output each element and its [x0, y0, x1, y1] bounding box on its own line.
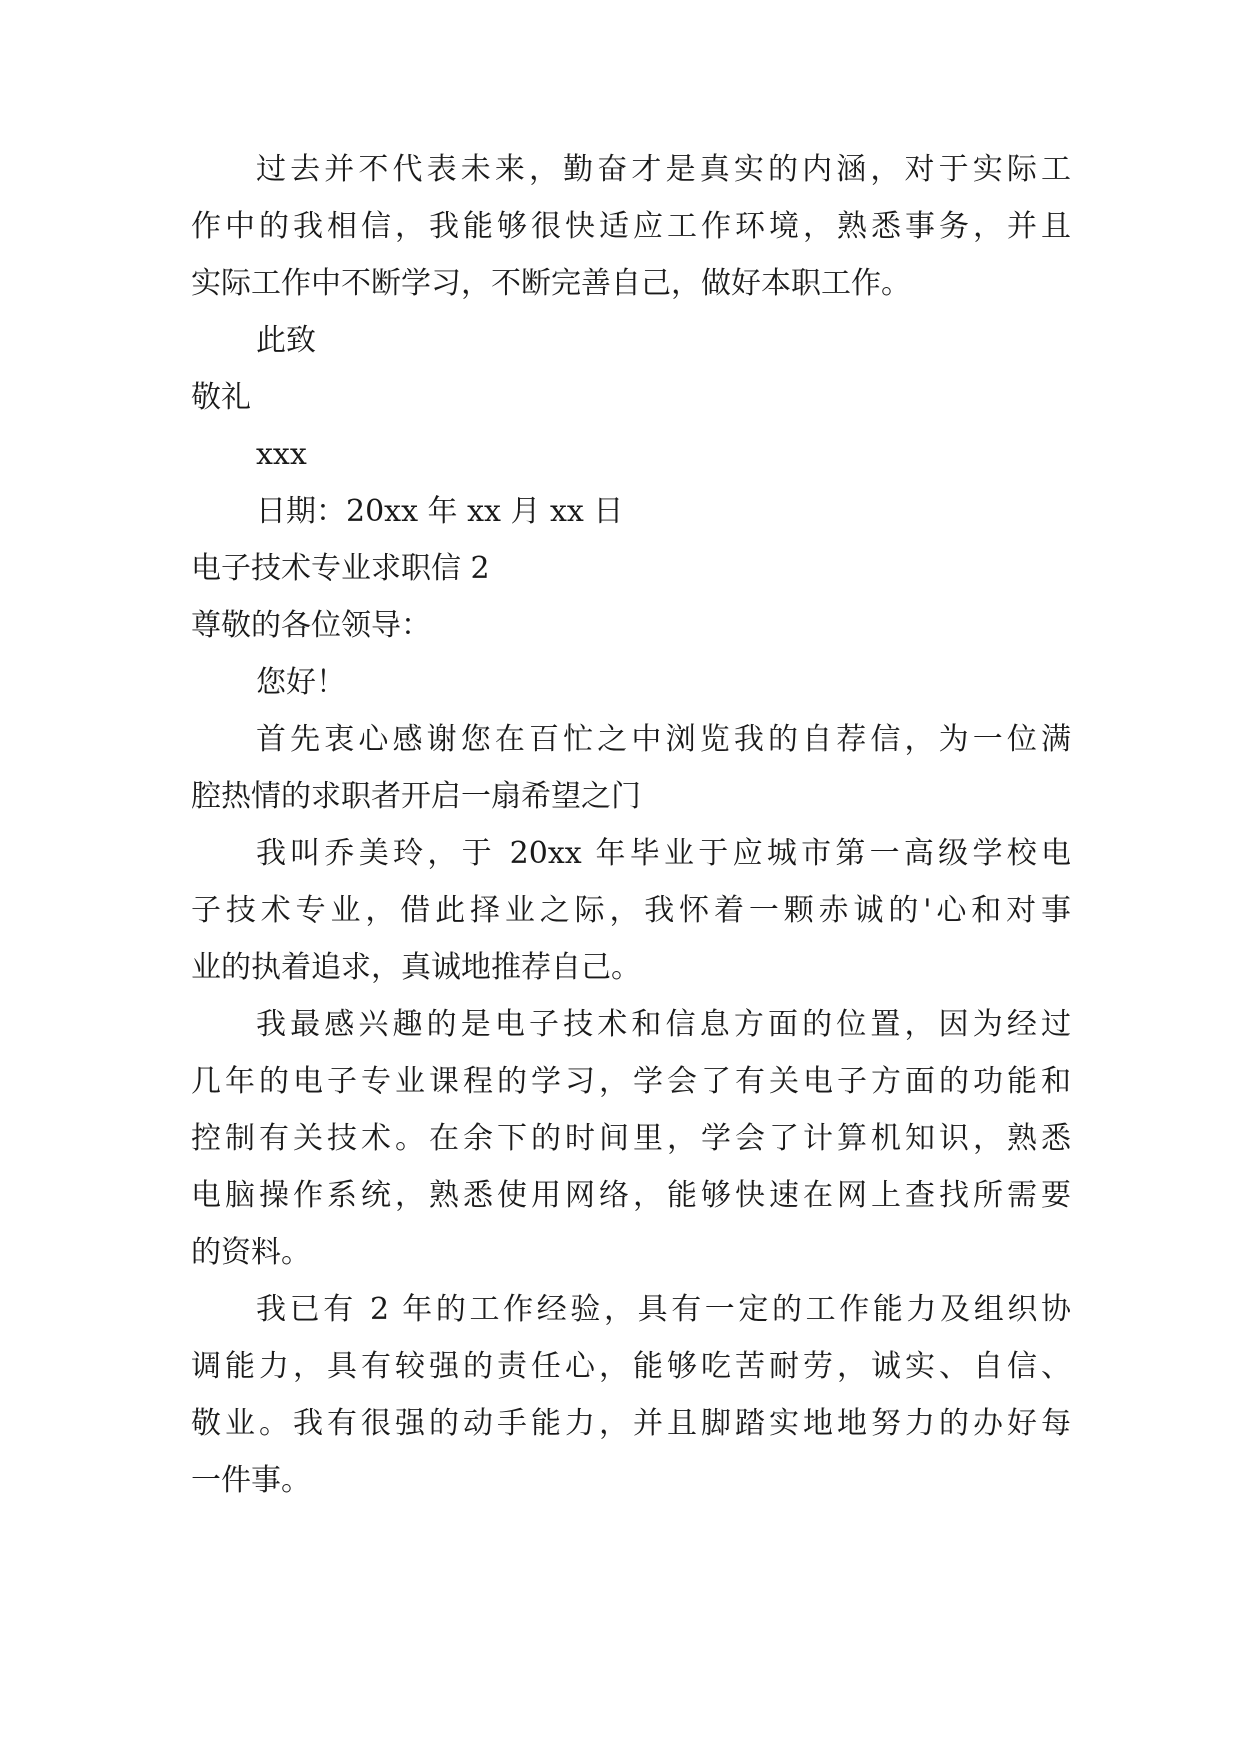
closing-regards: 敬礼: [191, 380, 251, 415]
paragraph-line: 子技术专业，借此择业之际，我怀着一颗赤诚的'心和对事: [191, 893, 1071, 928]
paragraph-line: 过去并不代表未来，勤奋才是真实的内涵，对于实际工: [256, 152, 1071, 187]
paragraph-line: 调能力，具有较强的责任心，能够吃苦耐劳，诚实、自信、: [191, 1349, 1071, 1384]
paragraph-line: 电脑操作系统，熟悉使用网络，能够快速在网上查找所需要: [191, 1178, 1071, 1213]
paragraph-line: 作中的我相信，我能够很快适应工作环境，熟悉事务，并且: [191, 209, 1071, 244]
paragraph-line: 敬业。我有很强的动手能力，并且脚踏实地地努力的办好每: [191, 1406, 1071, 1441]
paragraph-line: 控制有关技术。在余下的时间里，学会了计算机知识，熟悉: [191, 1121, 1071, 1156]
signature-name: xxx: [256, 437, 307, 472]
greeting-recipient: 尊敬的各位领导：: [191, 608, 431, 643]
paragraph-line: 我叫乔美玲，于 20xx 年毕业于应城市第一高级学校电: [256, 836, 1071, 871]
paragraph-line: 实际工作中不断学习，不断完善自己，做好本职工作。: [191, 266, 911, 301]
paragraph-line: 的资料。: [191, 1235, 311, 1270]
paragraph-line: 腔热情的求职者开启一扇希望之门: [191, 779, 641, 814]
paragraph-line: 我已有 2 年的工作经验，具有一定的工作能力及组织协: [256, 1292, 1071, 1327]
signature-date: 日期：20xx 年 xx 月 xx 日: [256, 494, 624, 529]
paragraph-line: 一件事。: [191, 1463, 311, 1498]
closing-salutation: 此致: [256, 323, 316, 358]
greeting: 您好！: [256, 665, 346, 700]
paragraph-line: 首先衷心感谢您在百忙之中浏览我的自荐信，为一位满: [256, 722, 1071, 757]
paragraph-line: 几年的电子专业课程的学习，学会了有关电子方面的功能和: [191, 1064, 1071, 1099]
paragraph-line: 我最感兴趣的是电子技术和信息方面的位置，因为经过: [256, 1007, 1071, 1042]
paragraph-line: 业的执着追求，真诚地推荐自己。: [191, 950, 641, 985]
section-title: 电子技术专业求职信 2: [191, 551, 490, 586]
